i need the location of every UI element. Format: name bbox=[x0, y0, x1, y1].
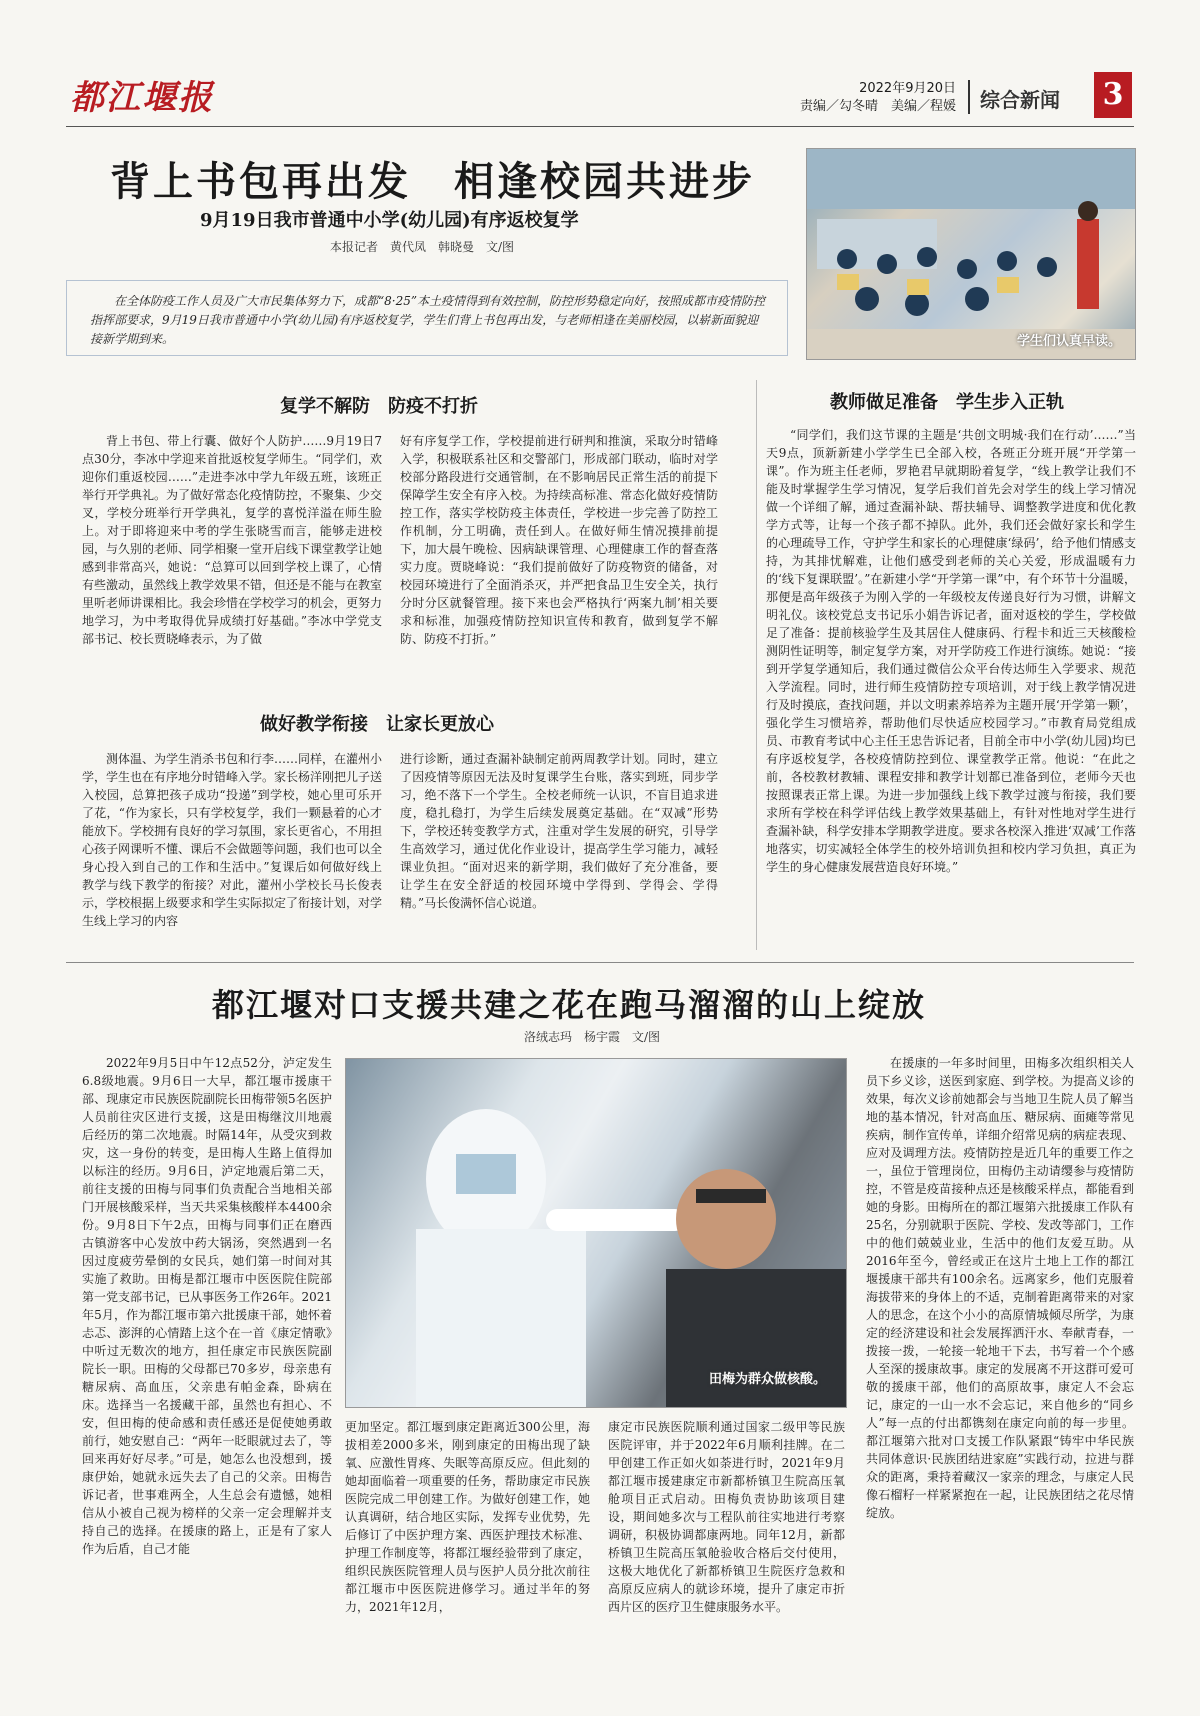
sec2-col2-text: 进行诊断，通过查漏补缺制定前两周教学计划。同时，建立了因疫情等原因无法及时复课学生台账，落实到班，同步学习，绝不落下一个学生。全校老师统一认识，不盲目追求进度，稳扎稳打，为学生后续发展奠定基础。在“双减”形势下，学校还转变教学方式，注重对学生发展的研究，引导学生高效学习，通过优化作业设计，提高学生学习能力，减轻课业负担。“面对迟来的新学期，我们做好了充分准备，要让学生在安全舒适的校园环境中学得到、学得会、学得精。”马长俊满怀信心说道。 bbox=[400, 752, 718, 910]
sec2-column-2 bbox=[400, 750, 718, 950]
lead-paragraph: 在全体防疫工作人员及广大市民集体努力下，成都“8·25”本土疫情得到有效控制，防控形势稳定向好，按照成都市疫情防控指挥部要求，9月19日我市普通中小学(幼儿园)有序返校复学，学生们背上书包再出发，与老师相逢在美丽校园，以崭新面貌迎接新学期到来。 bbox=[90, 294, 765, 346]
column-divider bbox=[756, 380, 757, 950]
sec2-column-1 bbox=[82, 750, 382, 950]
sec1-col2-text: 好有序复学工作，学校提前进行研判和推演，采取分时错峰入学，积极联系社区和交警部门，形成部门联动，临时对学校部分路段进行交通管制，在不影响居民正常生活的前提下保障学生安全有序入校。为持续高标准、常态化做好疫情防控工作，落实学校防疫主体责任，学校进一步完善了防控工作机制，分工明确，责任到人。在做好师生情况摸排前提下，加大晨午晚检、因病缺课管理、心理健康工作的督查落实力度。贾晓峰说：“我们提前做好了防疫物资的储备，对校园环境进行了全面消杀灭，并严把食品卫生安全关，执行分时分区就餐管理。接下来也会严格执行‘两案九制’相关要求和标准，加强疫情防控知识宣传和教育，做到复学不解防、防疫不打折。” bbox=[400, 434, 718, 646]
header-info bbox=[800, 80, 956, 116]
nucleic-test-illustration bbox=[346, 1059, 846, 1407]
issue-date: 2022年9月20日 bbox=[859, 81, 957, 96]
sec1-column-1 bbox=[82, 432, 382, 670]
story2-column-4 bbox=[866, 1054, 1134, 1646]
story2-col4-text: 在援康的一年多时间里，田梅多次组织相关人员下乡义诊，送医到家庭、到学校。为提高义诊的效果，每次义诊前她都会与当地卫生院人员了解当地的基本情况，针对高血压、糖尿病、面瘫等常见疾病，制作宣传单，详细介绍常见病的病症表现、应对及调理方法。疫情防控是近几年的重要工作之一，虽位于管理岗位，田梅仍主动请缨参与疫情防控，不管是疫苗接种点还是核酸采样点，都能看到她的身影。田梅所在的都江堰第六批援康工作队有25名，分别就职于医院、学校、发改等部门，工作中的他们兢兢业业，生活中的他们友爱互助。从2016年至今，曾经或正在这片土地上工作的都江堰援康干部共有100余名。远离家乡，他们克服着海拔带来的身体上的不适，克制着距离带来的对家人的思念，在这个小小的高原情城倾尽所学，为康定的经济建设和社会发展挥洒汗水、奉献青春，一拨接一拨，一轮接一轮地干下去，书写着一个个感人至深的援康故事。康定的发展离不开这群可爱可敬的援康干部，他们的高原故事，康定人不会忘记，康定的一山一水不会忘记，来自他乡的“同乡人”每一点的付出都镌刻在康定向前的每一步里。都江堰第六批对口支援工作队紧跟“铸牢中华民族共同体意识·民族团结进家庭”实践行动，拉进与群众的距离，秉持着藏汉一家亲的理念，与康定人民像石榴籽一样紧紧抱在一起，让民族团结之花尽情绽放。 bbox=[866, 1056, 1134, 1520]
section-title-2: 做好教学衔接 让家长更放心 bbox=[260, 714, 494, 735]
section-title-3: 教师做足准备 学生步入正轨 bbox=[830, 392, 1064, 413]
header-divider bbox=[968, 80, 970, 114]
classroom-photo bbox=[806, 148, 1136, 360]
story2-byline: 洛绒志玛 杨宇霞 文/图 bbox=[524, 1030, 661, 1044]
sec2-col1-text: 测体温、为学生消杀书包和行李……同样，在灌州小学，学生也在有序地分时错峰入学。家长杨洋刚把儿子送入校园，总算把孩子成功“投递”到学校，她心里可乐开了花，“作为家长，只有学校复学，我们一颗悬着的心才能放下。学校拥有良好的学习氛围，家长更省心，不用担心孩子网课听不懂、课后不会做题等问题，我们也可以全身心投入到自己的工作和生活中。”复课后如何做好线上教学与线下教学的衔接？对此，灌州小学校长马长俊表示，学校根据上级要求和学生实际拟定了衔接计划，对学生线上学习的内容 bbox=[82, 752, 382, 928]
photo1-caption: 学生们认真早读。 bbox=[1016, 334, 1121, 349]
nucleic-test-photo bbox=[345, 1058, 847, 1408]
header-rule bbox=[66, 126, 1134, 127]
page-number: 3 bbox=[1094, 72, 1132, 118]
sec3-col-text: “同学们，我们这节课的主题是‘共创文明城·我们在行动’……”当天9点，顶新新建小学学生已全部入校，各班正分班开展“开学第一课”。作为班主任老师，罗艳君早就期盼着复学，“线上教学让我们不能及时掌握学生学习情况，复学后我们首先会对学生的线上学习情况做一个详细了解，通过查漏补缺、帮扶辅导、调整教学进度和优化教学方式等，让每一个孩子都不掉队。此外，我们还会做好家长和学生的心理疏导工作，守护学生和家长的心理健康‘绿码’，给予他们情感支持，为其排忧解难，让他们感受到老师的关心关爱，形成温暖有力的‘线下复课联盟’。”在新建小学“开学第一课”中，有个环节十分温暖，那便是高年级孩子为刚入学的一年级校友传递良好行为习惯，讲解文明礼仪。该校党总支书记乐小娟告诉记者，面对返校的学生，学校做足了准备：提前核验学生及其居住人健康码、行程卡和近三天核酸检测阴性证明等，制定复学方案，对开学防疫工作进行演练。她说：“接到开学复学通知后，我们通过微信公众平台传达师生入学要求、规范入学流程。同时，进行师生疫情防控专项培训，对于线上教学情况进行及时摸底，查找问题，并以文明素养培养为主题开展‘开学第一颗’，强化学生习惯培养，帮助他们尽快适应校园学习。”市教育局党组成员、市教育考试中心主任王忠告诉记者，目前全市中小学(幼儿园)均已有序返校复学，各校疫情防控到位、课堂教学正常。他说：“在此之前，各校教材教辅、课程安排和教学计划都已准备到位，老师今天也按照课表正常上课。为进一步加强线上线下教学过渡与衔接，我们要求所有学校在科学评估线上教学效果基础上，有针对性地对学生进行查漏补缺，科学安排本学期教学进度。要求各校深入推进‘双减’工作落地落实，切实减轻全体学生的校外培训负担和校内学习负担，真正为学生的身心健康发展营造良好环境。” bbox=[766, 428, 1136, 874]
story2-column-1 bbox=[82, 1054, 332, 1644]
story2-col3-text: 康定市民族医院顺利通过国家二级甲等民族医院评审，并于2022年6月顺利挂牌。在二甲创建工作正如火如荼进行时，2021年9月都江堰市援建康定市新都桥镇卫生院高压氧舱项目正式启动。田梅负责协助该项目建设，期间她多次与工程队前往实地进行考察调研，积极协调都康两地。同年12月，新都桥镇卫生院高压氧舱验收合格后交付使用，这极大地优化了新都桥镇卫生院医疗急救和高原反应病人的就诊环境，提升了康定市折西片区的医疗卫生健康服务水平。 bbox=[608, 1420, 845, 1614]
story2-col1-text: 2022年9月5日中午12点52分，泸定发生6.8级地震。9月6日一大早，都江堰市援康干部、现康定市民族医院副院长田梅带领5名医护人员前往灾区进行支援，这是田梅继汶川地震后经历的第二次地震。时隔14年，从受灾到救灾，这一身份的转变，是田梅人生路上值得加以标注的经历。9月6日，泸定地震后第二天，前往支援的田梅与同事们负责配合当地相关部门开展核酸采样，当天共采集核酸样本4400余份。9月8日下午2点，田梅与同事们正在磨西古镇游客中心发放中药大锅汤，突然遇到一名因过度疲劳晕倒的女民兵，她们第一时间对其实施了救助。田梅是都江堰市中医医院住院部第一党支部书记，已从事医务工作26年。2021年5月，作为都江堰市第六批援康干部，她怀着忐忑、澎湃的心情踏上这个在一首《康定情歌》中听过无数次的地方，担任康定市民族医院副院长一职。田梅的父母都已70多岁，母亲患有糖尿病、高血压，父亲患有帕金森，卧病在床。选择当一名援藏干部，虽然也有担心、不安，但田梅的使命感和责任感还是促使她勇敢前行，她安慰自己：“两年一眨眼就过去了，等回来再好好尽孝。”可是，她怎么也没想到，援康伊始，她就永远失去了自己的父亲。田梅告诉记者，世事难两全，人生总会有遗憾，她相信从小被自己视为榜样的父亲一定会理解并支持自己的选择。在援康的路上，正是有了家人作为后盾，自己才能 bbox=[82, 1056, 332, 1556]
story2-headline: 都江堰对口支援共建之花在跑马溜溜的山上绽放 bbox=[212, 986, 927, 1024]
story2-col2-text: 更加坚定。都江堰到康定距离近300公里，海拔相差2000多米，刚到康定的田梅出现了缺氧、应激性胃疼、失眠等高原反应。但此刻的她却面临着一项重要的任务，帮助康定市民族医院完成二甲创建工作。为做好创建工作，她认真调研，结合地区实际，发挥专业优势，先后修订了中医护理方案、西医护理技术标准、护理工作制度等，将都江堰经验带到了康定，组织民族医院管理人员与医护人员分批次前往都江堰市中医医院进修学习。通过半年的努力，2021年12月， bbox=[345, 1420, 590, 1614]
editor-credits: 责编／勾冬晴 美编／程媛 bbox=[800, 99, 957, 114]
sec3-column bbox=[766, 426, 1136, 952]
story2-column-2 bbox=[345, 1418, 590, 1646]
sec1-col1-text: 背上书包、带上行囊、做好个人防护……9月19日7点30分，李冰中学迎来首批返校复学师生。“同学们，欢迎你们重返校园……”走进李冰中学九年级五班，该班正举行开学典礼。为了做好常态化疫情防控，不聚集、少交叉，学校分班举行开学典礼，复学的喜悦洋溢在师生脸上。对于即将迎来中考的学生张晓雪而言，能够走进校园，与久别的老师、同学相聚一堂开启线下课堂教学让她感到非常高兴，她说：“总算可以回到学校上课了，心情有些激动，虽然线上教学效果不错，但还是不能与在教室里听老师讲课相比。我会珍惜在学校学习的机会，更努力地学习，为中考取得优异成绩打好基础。”李冰中学党支部书记、校长贾晓峰表示，为了做 bbox=[82, 434, 382, 646]
sec1-column-2 bbox=[400, 432, 718, 670]
story1-byline: 本报记者 黄代凤 韩晓曼 文/图 bbox=[330, 240, 515, 254]
photo2-caption: 田梅为群众做核酸。 bbox=[708, 1372, 826, 1387]
masthead-logo: 都江堰报 bbox=[70, 78, 214, 118]
story1-headline: 背上书包再出发 相逢校园共进步 bbox=[110, 159, 755, 205]
story2-column-3 bbox=[608, 1418, 845, 1646]
section-name: 综合新闻 bbox=[980, 88, 1060, 112]
section-title-1: 复学不解防 防疫不打折 bbox=[280, 396, 478, 417]
classroom-illustration bbox=[807, 149, 1135, 359]
story-divider bbox=[66, 962, 1134, 963]
story1-subhead: 9月19日我市普通中小学(幼儿园)有序返校复学 bbox=[200, 210, 579, 231]
